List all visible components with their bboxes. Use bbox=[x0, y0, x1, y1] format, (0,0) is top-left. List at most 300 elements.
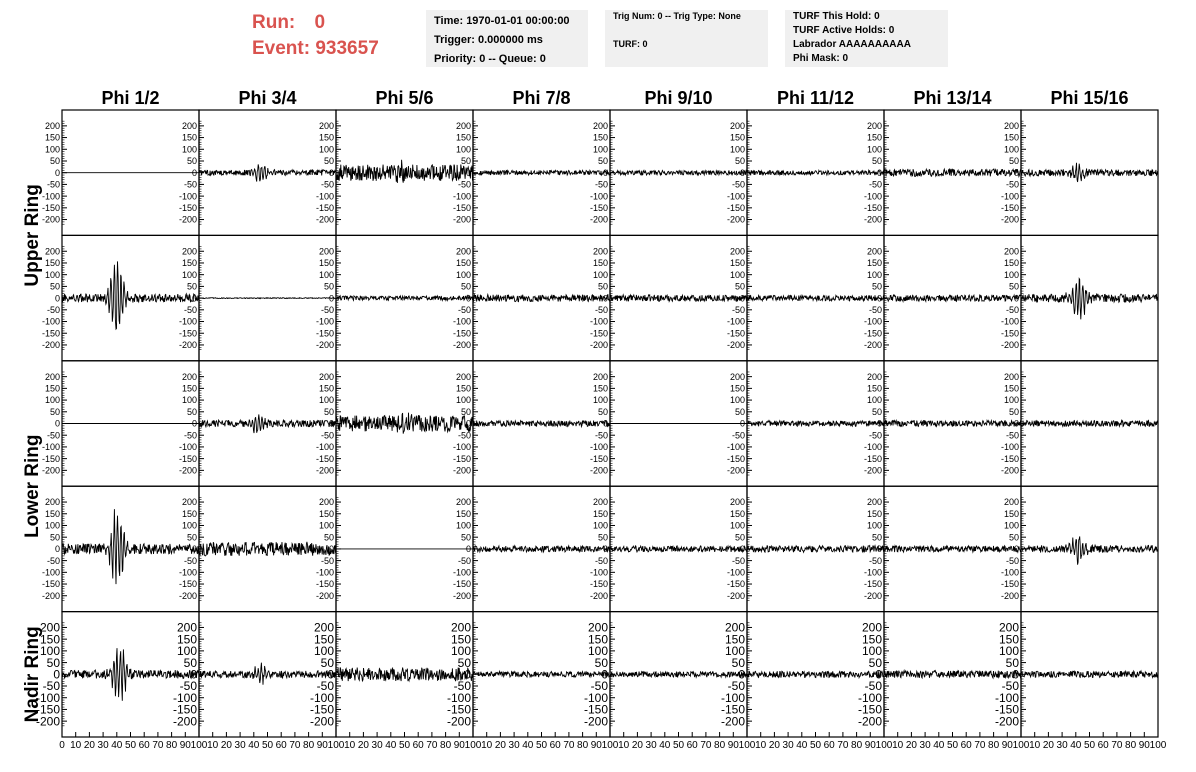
y-tick-label: 50 bbox=[49, 406, 60, 417]
y-tick-label: -200 bbox=[1000, 465, 1019, 476]
y-tick-label: 200 bbox=[176, 620, 197, 635]
y-tick-label: -50 bbox=[46, 179, 60, 190]
y-tick-label: -50 bbox=[594, 555, 608, 566]
y-tick-label: 50 bbox=[457, 655, 471, 670]
x-tick-label: 10 bbox=[207, 740, 219, 751]
x-tick-label: 30 bbox=[371, 740, 383, 751]
waveform-trace bbox=[610, 672, 747, 678]
waveform-trace bbox=[1021, 163, 1158, 182]
y-tick-label: 0 bbox=[328, 418, 334, 429]
y-tick-label: 100 bbox=[592, 520, 608, 531]
y-tick-label: 200 bbox=[592, 371, 608, 382]
y-tick-label: -150 bbox=[726, 202, 745, 213]
y-tick-label: 100 bbox=[44, 395, 60, 406]
x-tick-label: 60 bbox=[686, 740, 698, 751]
y-tick-label: 150 bbox=[318, 258, 334, 269]
x-tick-label: 50 bbox=[946, 740, 959, 751]
y-tick-label: 50 bbox=[186, 406, 197, 417]
y-tick-label: 200 bbox=[866, 497, 882, 508]
y-tick-label: 150 bbox=[729, 508, 745, 519]
y-tick-label: 100 bbox=[318, 144, 334, 155]
y-tick-label: -200 bbox=[452, 214, 471, 225]
waveform-trace bbox=[336, 296, 473, 301]
y-tick-label: -150 bbox=[863, 579, 882, 590]
y-tick-label: 200 bbox=[866, 121, 882, 132]
y-tick-label: -150 bbox=[41, 202, 60, 213]
y-tick-label: 50 bbox=[597, 406, 608, 417]
y-tick-label: -50 bbox=[731, 304, 745, 315]
y-tick-label: -150 bbox=[178, 453, 197, 464]
y-tick-label: -100 bbox=[452, 191, 471, 202]
y-tick-label: -50 bbox=[868, 430, 882, 441]
y-tick-label: -200 bbox=[589, 340, 608, 351]
y-tick-label: -100 bbox=[35, 690, 60, 705]
waveform-trace bbox=[473, 170, 610, 175]
y-tick-label: -200 bbox=[452, 465, 471, 476]
y-tick-label: 0 bbox=[602, 418, 608, 429]
y-tick-label: 0 bbox=[191, 418, 197, 429]
y-tick-label: -200 bbox=[1000, 214, 1019, 225]
y-tick-label: 0 bbox=[328, 167, 334, 178]
y-tick-label: -150 bbox=[863, 202, 882, 213]
y-tick-label: 100 bbox=[44, 520, 60, 531]
y-tick-label: -50 bbox=[1005, 304, 1019, 315]
y-tick-label: 150 bbox=[318, 132, 334, 143]
y-tick-label: 150 bbox=[1003, 508, 1019, 519]
y-tick-label: 0 bbox=[1013, 293, 1019, 304]
y-tick-label: 50 bbox=[323, 532, 334, 543]
x-tick-label: 90 bbox=[179, 740, 191, 751]
y-tick-label: 100 bbox=[729, 395, 745, 406]
x-tick-label: 70 bbox=[974, 740, 986, 751]
y-tick-label: -100 bbox=[726, 567, 745, 578]
y-tick-label: -150 bbox=[452, 328, 471, 339]
y-tick-label: -50 bbox=[594, 179, 608, 190]
y-tick-label: 200 bbox=[866, 371, 882, 382]
x-tick-label: 100 bbox=[875, 740, 893, 751]
trig-line: Trig Num: 0 -- Trig Type: None bbox=[613, 11, 741, 21]
y-tick-label: -200 bbox=[589, 465, 608, 476]
y-tick-label: -200 bbox=[178, 465, 197, 476]
y-tick-label: 100 bbox=[866, 395, 882, 406]
y-tick-label: 0 bbox=[190, 667, 197, 682]
x-tick-label: 40 bbox=[1070, 740, 1082, 751]
y-tick-label: 200 bbox=[318, 121, 334, 132]
waveform-trace bbox=[336, 413, 473, 434]
y-tick-label: -100 bbox=[446, 690, 471, 705]
y-tick-label: 100 bbox=[587, 644, 608, 659]
y-tick-label: 50 bbox=[871, 532, 882, 543]
y-tick-label: -50 bbox=[868, 304, 882, 315]
waveform-trace bbox=[747, 293, 884, 304]
y-tick-label: -200 bbox=[863, 340, 882, 351]
y-tick-label: -150 bbox=[863, 453, 882, 464]
y-tick-label: -150 bbox=[452, 453, 471, 464]
y-tick-label: -150 bbox=[35, 702, 60, 717]
x-tick-label: 30 bbox=[782, 740, 794, 751]
y-tick-label: -150 bbox=[726, 579, 745, 590]
y-tick-label: -150 bbox=[1000, 579, 1019, 590]
y-tick-label: 200 bbox=[39, 620, 60, 635]
y-tick-label: 150 bbox=[455, 508, 471, 519]
y-tick-label: -200 bbox=[178, 590, 197, 601]
y-tick-label: -100 bbox=[178, 442, 197, 453]
x-tick-label: 90 bbox=[727, 740, 739, 751]
y-tick-label: 100 bbox=[592, 395, 608, 406]
y-tick-label: -150 bbox=[178, 579, 197, 590]
y-tick-label: -150 bbox=[315, 328, 334, 339]
y-tick-label: 0 bbox=[191, 544, 197, 555]
y-tick-label: 150 bbox=[1003, 132, 1019, 143]
y-tick-label: -50 bbox=[183, 430, 197, 441]
y-tick-label: 150 bbox=[181, 508, 197, 519]
y-tick-label: 200 bbox=[1003, 121, 1019, 132]
waveform-trace bbox=[610, 544, 747, 555]
waveform-trace bbox=[610, 295, 747, 302]
y-tick-label: 50 bbox=[1008, 281, 1019, 292]
row-label: Upper Ring bbox=[22, 184, 43, 287]
y-tick-label: 50 bbox=[1008, 532, 1019, 543]
y-tick-label: -100 bbox=[315, 567, 334, 578]
y-tick-label: 0 bbox=[602, 167, 608, 178]
y-tick-label: -100 bbox=[41, 442, 60, 453]
y-tick-label: -200 bbox=[857, 714, 882, 729]
y-tick-label: 100 bbox=[39, 644, 60, 659]
y-tick-label: -50 bbox=[316, 679, 334, 694]
y-tick-label: 200 bbox=[181, 121, 197, 132]
y-tick-label: 200 bbox=[318, 497, 334, 508]
y-tick-label: 50 bbox=[460, 406, 471, 417]
waveform-trace bbox=[199, 542, 336, 556]
y-tick-label: -50 bbox=[727, 679, 745, 694]
y-tick-label: 150 bbox=[1003, 258, 1019, 269]
x-tick-label: 10 bbox=[481, 740, 493, 751]
y-tick-label: -100 bbox=[863, 316, 882, 327]
y-tick-label: 150 bbox=[729, 383, 745, 394]
row-label: Nadir Ring bbox=[22, 626, 43, 723]
y-tick-label: -50 bbox=[868, 555, 882, 566]
y-tick-label: -50 bbox=[594, 430, 608, 441]
y-tick-label: -100 bbox=[1000, 316, 1019, 327]
y-tick-label: 200 bbox=[318, 246, 334, 257]
y-tick-label: 150 bbox=[592, 132, 608, 143]
y-tick-label: -200 bbox=[589, 590, 608, 601]
y-tick-label: -100 bbox=[41, 191, 60, 202]
x-tick-label: 90 bbox=[453, 740, 465, 751]
y-tick-label: -50 bbox=[1001, 679, 1019, 694]
y-tick-label: 100 bbox=[1003, 395, 1019, 406]
x-tick-label: 80 bbox=[988, 740, 1000, 751]
y-tick-label: -100 bbox=[315, 442, 334, 453]
x-tick-label: 90 bbox=[316, 740, 328, 751]
x-tick-label: 50 bbox=[124, 740, 137, 751]
x-tick-label: 100 bbox=[327, 740, 345, 751]
waveform-trace bbox=[884, 295, 1021, 302]
y-tick-label: 100 bbox=[866, 520, 882, 531]
y-tick-label: 100 bbox=[181, 144, 197, 155]
y-tick-label: 150 bbox=[450, 632, 471, 647]
waveform-trace bbox=[747, 170, 884, 175]
y-tick-label: -100 bbox=[309, 690, 334, 705]
x-tick-label: 60 bbox=[823, 740, 835, 751]
x-tick-label: 100 bbox=[190, 740, 208, 751]
y-tick-label: 200 bbox=[729, 497, 745, 508]
x-tick-label: 80 bbox=[440, 740, 452, 751]
y-tick-label: 100 bbox=[1003, 269, 1019, 280]
y-tick-label: 150 bbox=[313, 632, 334, 647]
x-tick-label: 10 bbox=[892, 740, 904, 751]
y-tick-label: 50 bbox=[1005, 655, 1019, 670]
y-tick-label: -50 bbox=[183, 304, 197, 315]
x-tick-label: 20 bbox=[357, 740, 369, 751]
y-tick-label: -100 bbox=[857, 690, 882, 705]
y-tick-label: -50 bbox=[320, 179, 334, 190]
y-tick-label: -150 bbox=[41, 453, 60, 464]
y-tick-label: -200 bbox=[726, 214, 745, 225]
x-tick-label: 80 bbox=[851, 740, 863, 751]
y-tick-label: -200 bbox=[41, 214, 60, 225]
y-tick-label: 150 bbox=[455, 132, 471, 143]
turf-hold-line: TURF This Hold: 0 bbox=[793, 11, 880, 22]
y-tick-label: 100 bbox=[592, 269, 608, 280]
waveform-trace bbox=[199, 298, 336, 299]
y-tick-label: 50 bbox=[868, 655, 882, 670]
y-tick-label: -100 bbox=[589, 567, 608, 578]
x-tick-label: 10 bbox=[1029, 740, 1041, 751]
y-tick-label: -200 bbox=[41, 340, 60, 351]
y-tick-label: 200 bbox=[1003, 497, 1019, 508]
y-tick-label: -200 bbox=[994, 714, 1019, 729]
y-tick-label: 100 bbox=[455, 144, 471, 155]
y-tick-label: 50 bbox=[734, 406, 745, 417]
x-tick-label: 20 bbox=[83, 740, 95, 751]
column-title: Phi 5/6 bbox=[375, 88, 434, 108]
waveform-trace bbox=[747, 671, 884, 678]
y-tick-label: -150 bbox=[857, 702, 882, 717]
y-tick-label: -150 bbox=[41, 328, 60, 339]
x-tick-label: 40 bbox=[248, 740, 260, 751]
y-tick-label: 0 bbox=[1013, 418, 1019, 429]
x-tick-label: 60 bbox=[138, 740, 150, 751]
y-tick-label: -50 bbox=[457, 555, 471, 566]
y-tick-label: -100 bbox=[172, 690, 197, 705]
y-tick-label: -50 bbox=[320, 430, 334, 441]
y-tick-label: 100 bbox=[592, 144, 608, 155]
y-tick-label: 0 bbox=[601, 667, 608, 682]
x-tick-label: 40 bbox=[933, 740, 945, 751]
y-tick-label: -100 bbox=[863, 567, 882, 578]
y-tick-label: -200 bbox=[446, 714, 471, 729]
column-title: Phi 9/10 bbox=[644, 88, 713, 108]
y-tick-label: 50 bbox=[1008, 156, 1019, 167]
y-tick-label: -50 bbox=[731, 179, 745, 190]
y-tick-label: 0 bbox=[876, 418, 882, 429]
y-tick-label: -50 bbox=[453, 679, 471, 694]
y-tick-label: 50 bbox=[594, 655, 608, 670]
y-tick-label: 200 bbox=[44, 497, 60, 508]
y-tick-label: -200 bbox=[863, 214, 882, 225]
y-tick-label: -100 bbox=[178, 191, 197, 202]
y-tick-label: -50 bbox=[731, 555, 745, 566]
y-tick-label: -100 bbox=[589, 191, 608, 202]
y-tick-label: 100 bbox=[998, 644, 1019, 659]
y-tick-label: -100 bbox=[589, 442, 608, 453]
y-tick-label: -100 bbox=[726, 316, 745, 327]
y-tick-label: -200 bbox=[863, 590, 882, 601]
y-tick-label: 150 bbox=[587, 632, 608, 647]
y-tick-label: -100 bbox=[726, 191, 745, 202]
x-tick-label: 70 bbox=[289, 740, 301, 751]
y-tick-label: 50 bbox=[323, 156, 334, 167]
row-label: Lower Ring bbox=[22, 434, 43, 538]
y-tick-label: 200 bbox=[44, 246, 60, 257]
y-tick-label: 0 bbox=[327, 667, 334, 682]
y-tick-label: 0 bbox=[1012, 667, 1019, 682]
y-tick-label: -50 bbox=[1005, 179, 1019, 190]
phi-mask-line: Phi Mask: 0 bbox=[793, 53, 849, 64]
y-tick-label: 100 bbox=[44, 144, 60, 155]
y-tick-label: 50 bbox=[460, 532, 471, 543]
y-tick-label: -50 bbox=[457, 430, 471, 441]
y-tick-label: 0 bbox=[54, 167, 60, 178]
y-tick-label: 0 bbox=[602, 544, 608, 555]
y-tick-label: 100 bbox=[1003, 144, 1019, 155]
y-tick-label: -200 bbox=[863, 465, 882, 476]
y-tick-label: 0 bbox=[54, 544, 60, 555]
y-tick-label: -150 bbox=[1000, 202, 1019, 213]
y-tick-label: -50 bbox=[457, 304, 471, 315]
y-tick-label: -200 bbox=[315, 214, 334, 225]
x-tick-label: 20 bbox=[220, 740, 232, 751]
waveform-trace bbox=[473, 418, 610, 429]
y-tick-label: -100 bbox=[720, 690, 745, 705]
y-tick-label: 100 bbox=[455, 269, 471, 280]
y-tick-label: 0 bbox=[739, 418, 745, 429]
y-tick-label: -50 bbox=[731, 430, 745, 441]
y-tick-label: -200 bbox=[452, 340, 471, 351]
y-tick-label: 0 bbox=[876, 293, 882, 304]
y-tick-label: 50 bbox=[597, 532, 608, 543]
y-tick-label: 50 bbox=[186, 281, 197, 292]
x-tick-label: 50 bbox=[398, 740, 411, 751]
y-tick-label: 0 bbox=[191, 293, 197, 304]
y-tick-label: 0 bbox=[54, 418, 60, 429]
run-label: Run: bbox=[252, 12, 296, 33]
time-line: Time: 1970-01-01 00:00:00 bbox=[434, 15, 570, 27]
y-tick-label: 50 bbox=[320, 655, 334, 670]
y-tick-label: 150 bbox=[998, 632, 1019, 647]
y-tick-label: 0 bbox=[465, 167, 471, 178]
y-tick-label: 100 bbox=[729, 269, 745, 280]
y-tick-label: 100 bbox=[181, 395, 197, 406]
y-tick-label: 200 bbox=[318, 371, 334, 382]
y-tick-label: 150 bbox=[181, 258, 197, 269]
x-tick-label: 70 bbox=[1111, 740, 1123, 751]
y-tick-label: 100 bbox=[724, 644, 745, 659]
y-tick-label: -100 bbox=[452, 567, 471, 578]
waveform-trace bbox=[747, 546, 884, 553]
column-title: Phi 3/4 bbox=[238, 88, 297, 108]
waveform-trace bbox=[884, 546, 1021, 553]
y-tick-label: -150 bbox=[726, 453, 745, 464]
y-tick-label: -100 bbox=[178, 567, 197, 578]
y-tick-label: 150 bbox=[592, 508, 608, 519]
waveform-trace bbox=[1021, 279, 1158, 320]
x-tick-label: 20 bbox=[631, 740, 643, 751]
y-tick-label: -150 bbox=[720, 702, 745, 717]
priority-line: Priority: 0 -- Queue: 0 bbox=[434, 53, 546, 65]
y-tick-label: 50 bbox=[323, 406, 334, 417]
y-tick-label: 50 bbox=[323, 281, 334, 292]
y-tick-label: -100 bbox=[994, 690, 1019, 705]
waveform-trace bbox=[1021, 421, 1158, 427]
x-tick-label: 10 bbox=[70, 740, 82, 751]
x-tick-label: 0 bbox=[59, 740, 65, 751]
y-tick-label: -50 bbox=[864, 679, 882, 694]
column-title: Phi 15/16 bbox=[1050, 88, 1129, 108]
y-tick-label: 50 bbox=[871, 281, 882, 292]
y-tick-label: -150 bbox=[863, 328, 882, 339]
y-tick-label: 50 bbox=[597, 281, 608, 292]
y-tick-label: -100 bbox=[583, 690, 608, 705]
y-tick-label: 100 bbox=[176, 644, 197, 659]
y-tick-label: -150 bbox=[446, 702, 471, 717]
y-tick-label: -100 bbox=[1000, 567, 1019, 578]
x-tick-label: 100 bbox=[738, 740, 756, 751]
y-tick-label: 200 bbox=[313, 620, 334, 635]
y-tick-label: 200 bbox=[181, 497, 197, 508]
x-tick-label: 40 bbox=[522, 740, 534, 751]
y-tick-label: 100 bbox=[181, 520, 197, 531]
y-tick-label: 200 bbox=[44, 371, 60, 382]
y-tick-label: 50 bbox=[46, 655, 60, 670]
waveform-trace bbox=[884, 671, 1021, 678]
x-tick-label: 20 bbox=[494, 740, 506, 751]
y-tick-label: -150 bbox=[589, 202, 608, 213]
y-tick-label: -200 bbox=[315, 465, 334, 476]
y-tick-label: 150 bbox=[44, 383, 60, 394]
y-tick-label: -50 bbox=[457, 179, 471, 190]
y-tick-label: -100 bbox=[1000, 442, 1019, 453]
waveform-trace bbox=[610, 170, 747, 175]
event-label: Event: bbox=[252, 38, 311, 59]
y-tick-label: 0 bbox=[328, 293, 334, 304]
y-tick-label: 50 bbox=[186, 532, 197, 543]
y-tick-label: 150 bbox=[318, 508, 334, 519]
y-tick-label: -50 bbox=[590, 679, 608, 694]
y-tick-label: -150 bbox=[452, 579, 471, 590]
y-tick-label: -200 bbox=[726, 465, 745, 476]
y-tick-label: 150 bbox=[866, 383, 882, 394]
x-tick-label: 50 bbox=[1083, 740, 1096, 751]
y-tick-label: -50 bbox=[183, 555, 197, 566]
y-tick-label: 100 bbox=[450, 644, 471, 659]
column-title: Phi 11/12 bbox=[776, 88, 855, 108]
y-tick-label: -200 bbox=[178, 214, 197, 225]
y-tick-label: 0 bbox=[739, 167, 745, 178]
y-tick-label: -50 bbox=[46, 430, 60, 441]
y-tick-label: 50 bbox=[871, 156, 882, 167]
y-tick-label: 150 bbox=[729, 258, 745, 269]
y-tick-label: 50 bbox=[49, 156, 60, 167]
x-tick-label: 50 bbox=[535, 740, 548, 751]
waveform-trace bbox=[1021, 536, 1158, 564]
y-tick-label: 0 bbox=[328, 544, 334, 555]
y-tick-label: 50 bbox=[49, 532, 60, 543]
x-tick-label: 30 bbox=[645, 740, 657, 751]
y-tick-label: -200 bbox=[178, 340, 197, 351]
y-tick-label: 0 bbox=[738, 667, 745, 682]
